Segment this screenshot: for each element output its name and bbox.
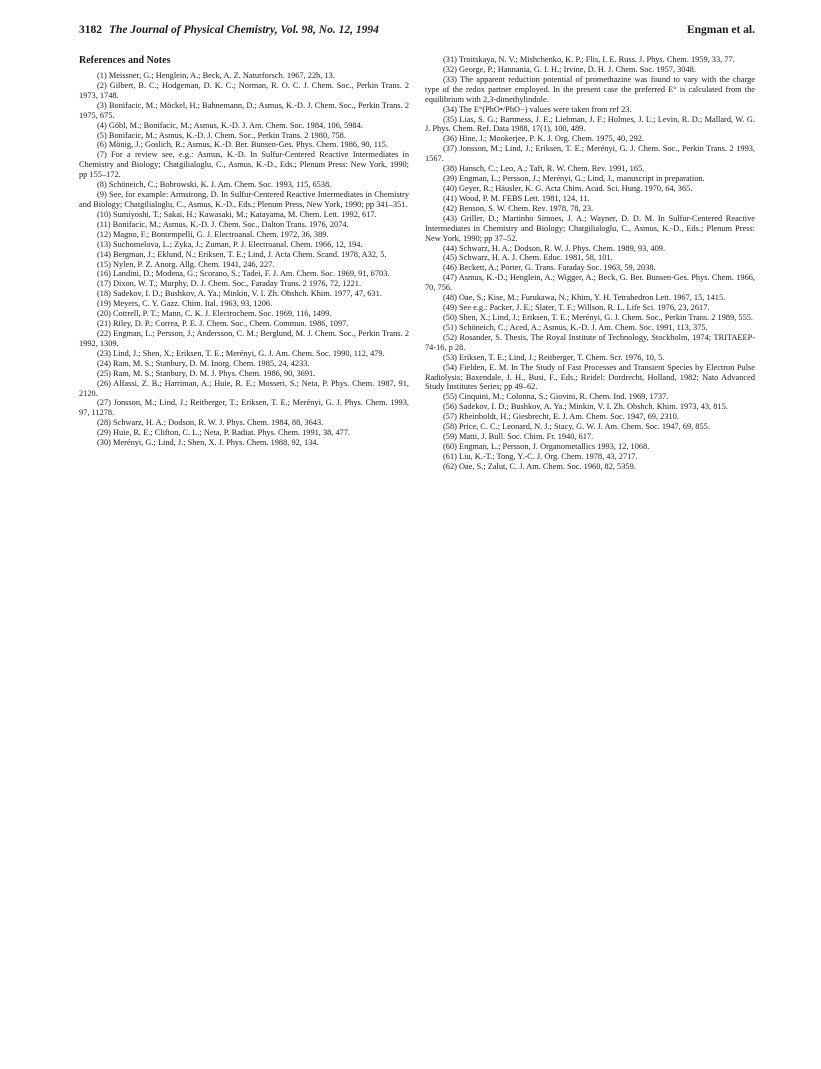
reference-item: (58) Price, C. C.; Leonard, N. J.; Stacy, G. W. J. Am. Chem. Soc. 1947, 69, 855. <box>443 422 710 432</box>
reference-item: (36) Hine, J.; Mookerjee, P. K. J. Org. Chem. 1975, 40, 292. <box>443 134 645 144</box>
reference-item: (12) Magno, F.; Bontempelli, G. J. Electroanal. Chem. 1972, 36, 389. <box>97 229 329 239</box>
reference-item: (33) The apparent reduction potential of promethazine was found to vary with the charge type of the redox partner employed. In the present case the preferred E° is calculated from the equilibrium with 2,3-dimethylindole. <box>425 74 755 104</box>
references-column-right <box>425 55 755 472</box>
reference-item: (15) Nylen, P. Z. Anorg. Allg. Chem. 1941, 246, 227. <box>97 259 275 269</box>
reference-item: (22) Engman, L.; Persson, J.; Andersson, C. M.; Berglund, M. J. Chem. Soc., Perkin Trans. 2 1992, 1309. <box>79 328 409 348</box>
reference-item: (45) Schwarz, H. A. J. Chem. Educ. 1981, 58, 101. <box>443 253 613 263</box>
reference-item: (11) Bonifacic, M.; Asmus, K.-D. J. Chem. Soc., Dalton Trans. 1976, 2074. <box>97 219 349 229</box>
page-number: 3182 <box>79 24 102 36</box>
reference-item: (35) Lias, S. G.; Bartmess, J. E.; Liebman, J. F.; Holmes, J. L.; Levin, R. D.; Mallard, W. G. J. Phys. Chem. Ref. Data 1988, 17(1), 100, 489. <box>425 114 755 134</box>
reference-item: (28) Schwarz, H. A.; Dodson, R. W. J. Phys. Chem. 1984, 88, 3643. <box>97 418 324 428</box>
reference-item: (31) Troitskaya, N. V.; Mishchenko, K. P.; Flis, I. E. Russ. J. Phys. Chem. 1959, 33, 77. <box>443 55 735 64</box>
reference-item: (21) Riley, D. P.; Correa, P. E. J. Chem. Soc., Chem. Commun. 1986, 1097. <box>97 319 349 329</box>
reference-item: (18) Sadekov, I. D.; Bushkov, A. Ya.; Minkin, V. I. Zh. Obshch. Khim. 1977, 47, 631. <box>97 289 382 299</box>
reference-item: (55) Cinquini, M.; Colonna, S.; Giovini, R. Chem. Ind. 1969, 1737. <box>443 392 669 402</box>
reference-item: (7) For a review see, e.g.: Asmus, K.-D. In Sulfur-Centered Reactive Intermediates in Chemistry and Biology; Chatgilialoglu, C., Asmus, K.-D., Eds.; Plenum Press: New York, 1990; pp 155–172. <box>79 150 409 180</box>
reference-item: (13) Suchomelova, L.; Zyka, J.; Zuman, P. J. Electroanal. Chem. 1966, 12, 194. <box>97 239 363 249</box>
reference-item: (46) Beckett, A.; Porter, G. Trans. Faraday Soc. 1963, 59, 2038. <box>443 263 656 273</box>
reference-item: (62) Oae, S.; Zalut, C. J. Am. Chem. Soc. 1960, 82, 5359. <box>443 461 636 471</box>
reference-item: (8) Schöneich, C.; Bobrowski, K. J. Am. Chem. Soc. 1993, 115, 6538. <box>97 180 332 190</box>
reference-item: (56) Sadekov, I. D.; Bushkov, A. Ya.; Minkin, V. I. Zh. Obshch. Khim. 1973, 43, 815. <box>443 402 728 412</box>
reference-item: (5) Bonifacic, M.; Asmus, K.-D. J. Chem. Soc., Perkin Trans. 2 1980, 758. <box>97 130 346 140</box>
page-header <box>79 23 755 41</box>
reference-item: (6) Mönig, J.; Goslich, R.; Asmus, K.-D. Ber. Bunsen-Ges. Phys. Chem. 1986, 90, 115. <box>97 140 389 150</box>
reference-item: (41) Wood, P. M. FEBS Lett. 1981, 124, 11. <box>443 193 590 203</box>
reference-item: (57) Rheinboldt, H.; Giesbrecht, E. J. Am. Chem. Soc. 1947, 69, 2310. <box>443 412 679 422</box>
reference-item: (23) Lind, J.; Shen, X.; Eriksen, T. E.; Merényi, G. J. Am. Chem. Soc. 1990, 112, 479. <box>97 348 385 358</box>
reference-item: (14) Bergman, J.; Eklund, N.; Eriksen, T. E.; Lind, J. Acta Chem. Scand. 1978, A32, 5. <box>97 249 387 259</box>
reference-item: (29) Huie, R. E.; Clifton, C. L.; Neta, P. Radiat. Phys. Chem. 1991, 38, 477. <box>97 428 351 438</box>
reference-item: (39) Engman, L.; Persson, J.; Merényi, G.; Lind, J., manuscript in preparation. <box>443 174 705 184</box>
reference-item: (60) Engman, L.; Persson, J. Organometallics 1993, 12, 1068. <box>443 441 650 451</box>
reference-item: (42) Benson, S. W. Chem. Rev. 1978, 78, 23. <box>443 203 594 213</box>
reference-item: (30) Merényi, G.; Lind, J.; Shen, X. J. Phys. Chem. 1988, 92, 134. <box>97 438 319 448</box>
reference-item: (25) Ram, M. S.; Stanbury, D. M. J. Phys. Chem. 1986, 90, 3691. <box>97 368 316 378</box>
reference-item: (40) Geyer, R.; Häusler, K. G. Acta Chim. Acad. Sci. Hung. 1970, 64, 365. <box>443 183 693 193</box>
reference-item: (52) Rosander, S. Thesis, The Royal Institute of Technology, Stockholm, 1974; TRITAEEP-74-16, p 28. <box>425 332 755 352</box>
reference-item: (53) Eriksen, T. E.; Lind, J.; Reitberger, T. Chem. Scr. 1976, 10, 5. <box>443 352 665 362</box>
reference-item: (61) Liu, K.-T.; Tong, Y.-C. J. Org. Chem. 1978, 43, 2717. <box>443 451 638 461</box>
reference-item: (48) Oae, S.; Kise, M.; Furukawa, N.; Khim, Y. H. Tetrahedron Lett. 1967, 15, 1415. <box>443 293 726 303</box>
reference-item: (44) Schwarz, H. A.; Dodson, R. W. J. Phys. Chem. 1989, 93, 409. <box>443 243 666 253</box>
running-authors: Engman et al. <box>686 24 755 36</box>
reference-item: (26) Alfassi, Z. B.; Harriman, A.; Huie, R. E.; Mosseri, S.; Neta, P. Phys. Chem. 1987, 91, 2120. <box>79 378 409 398</box>
reference-item: (2) Gilbert, B. C.; Hodgeman, D. K. C.; Norman, R. O. C. J. Chem. Soc., Perkin Trans. 2 1973, 1748. <box>79 80 409 100</box>
reference-item: (20) Cottrell, P. T.; Mann, C. K. J. Electrochem. Soc. 1969, 116, 1499. <box>97 309 332 319</box>
reference-item: (47) Asmus, K.-D.; Henglein, A.; Wigger, A.; Beck, G. Ber. Bunsen-Ges. Phys. Chem. 1966, 70, 756. <box>425 273 755 293</box>
reference-item: (24) Ram, M. S.; Stanbury, D. M. Inorg. Chem. 1985, 24, 4233. <box>97 358 310 368</box>
reference-item: (17) Dixon, W. T.; Murphy, D. J. Chem. Soc., Faraday Trans. 2 1976, 72, 1221. <box>97 279 362 289</box>
reference-item: (49) See e.g.: Packer, J. E.; Slater, T. F.; Willson, R. L. Life Sci. 1976, 23, 2617. <box>443 303 710 313</box>
reference-item: (32) George, P.; Hannania, G. I. H.; Irvine, D. H. J. Chem. Soc. 1957, 3048. <box>443 64 696 74</box>
reference-item: (16) Landini, D.; Modena, G.; Scorano, S.; Tadei, F. J. Am. Chem. Soc. 1969, 91, 6703. <box>97 269 390 279</box>
reference-item: (27) Jonsson, M.; Lind, J.; Reitberger, T.; Eriksen, T. E.; Merényi, G. J. Phys. Chem. 1993, 97, 11278. <box>79 398 409 418</box>
reference-item: (34) The E°(PhO•/PhO−) values were taken from ref 23. <box>443 104 632 114</box>
reference-item: (4) Göbl, M.; Bonifacic, M.; Asmus, K.-D. J. Am. Chem. Soc. 1984, 106, 5984. <box>97 120 363 130</box>
reference-item: (37) Jonsson, M.; Lind, J.; Eriksen, T. E.; Merényi, G. J. Chem. Soc., Perkin Trans. 2 1993, 1567. <box>425 144 755 164</box>
references-column-left <box>79 71 409 448</box>
reference-item: (38) Hansch, C.; Leo, A.; Taft, R. W. Chem. Rev. 1991, 165. <box>443 164 645 174</box>
reference-item: (3) Bonifacic, M.; Möckel, H.; Bahnemann, D.; Asmus, K.-D. J. Chem. Soc., Perkin Trans. 2 1975, 675. <box>79 100 409 120</box>
reference-item: (50) Shen, X.; Lind, J.; Eriksen, T. E.; Merényi, G. J. Chem. Soc., Perkin Trans. 2 1989, 555. <box>443 312 754 322</box>
reference-item: (9) See, for example: Armstrong, D. In Sulfur-Centered Reactive Intermediates in Chemistry and Biology; Chatgilialoglu, C., Asmus, K.-D., Eds.; Plenum Press, New York, 1990; pp 341–351. <box>79 190 409 209</box>
reference-item: (59) Matti, J. Bull. Soc. Chim. Fr. 1940, 617. <box>443 432 594 442</box>
reference-item: (43) Griller, D.; Martinho Simoes, J. A.; Wayner, D. D. M. In Sulfur-Centered Reactive Intermediates in Chemistry and Biology; Chatgilialoglu, C., Asmus, K.-D., Eds.; Plenum Press: New York, 1990; pp 37–52. <box>425 213 755 243</box>
section-title: References and Notes <box>79 55 171 66</box>
reference-item: (1) Meissner, G.; Henglein, A.; Beck, A. Z. Naturforsch. 1967, 22b, 13. <box>97 71 335 80</box>
reference-item: (54) Fielden, E. M. In The Study of Fast Processes and Transient Species by Electron Pulse Radiolysis; Baxendale, J. H., Busi, F., Eds.; Reidel: Dordrecht, Holland, 1982; Nato Advanced Study Institutes Series; pp 49–62. <box>425 362 755 392</box>
reference-item: (10) Sumiyoshi, T.; Sakai, H.; Kawasaki, M.; Katayama, M. Chem. Lett. 1992, 617. <box>97 209 377 219</box>
reference-item: (51) Schöneich, C.; Aced, A.; Asmus, K.-D. J. Am. Chem. Soc. 1991, 113, 375. <box>443 322 708 332</box>
reference-item: (19) Meyers, C. Y. Gazz. Chim. Ital. 1963, 93, 1206. <box>97 299 273 309</box>
journal-citation: The Journal of Physical Chemistry, Vol. 98, No. 12, 1994 <box>109 24 379 36</box>
